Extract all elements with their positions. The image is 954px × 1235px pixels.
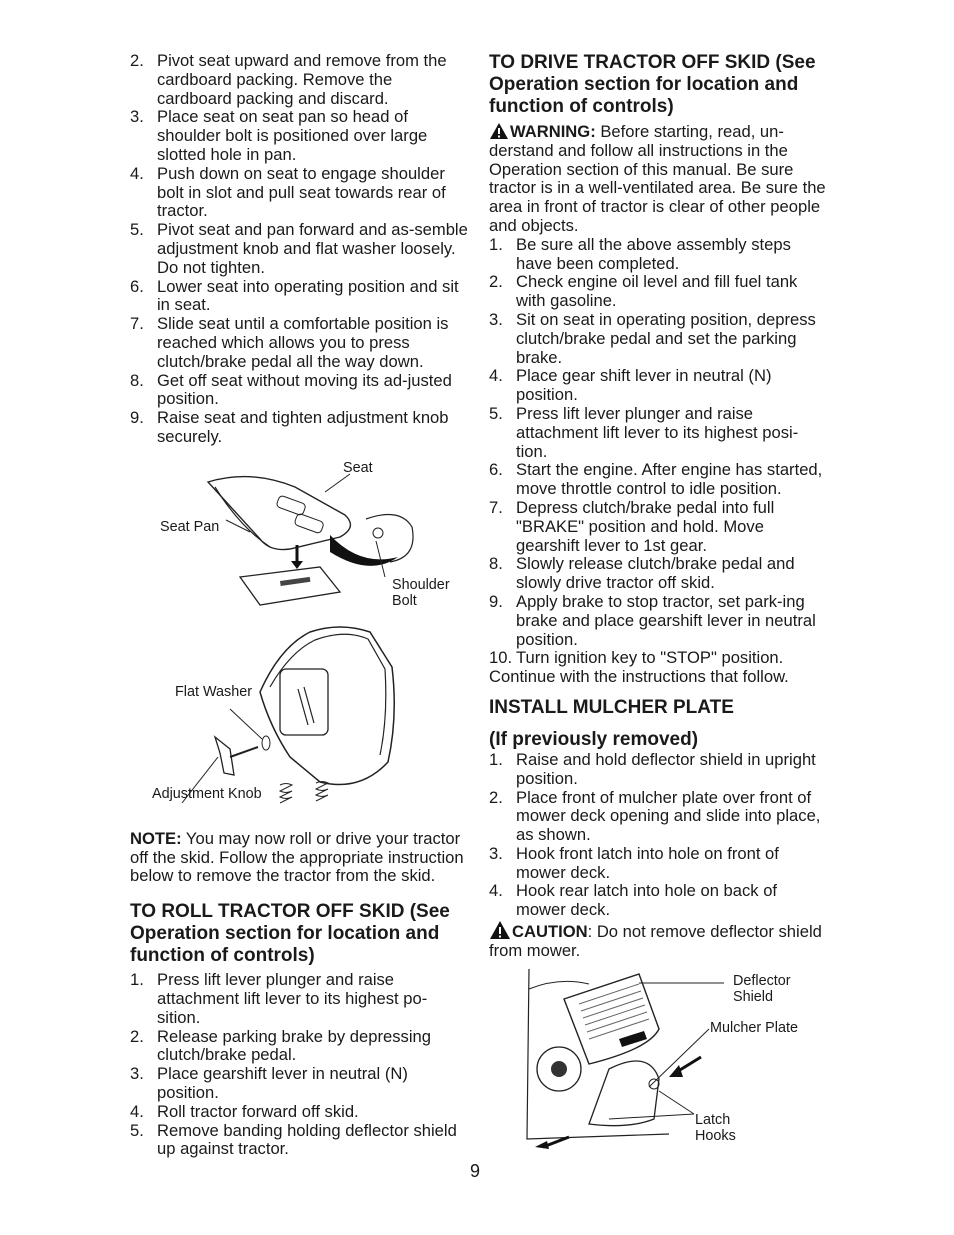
label-seat-pan: Seat Pan [160, 518, 220, 535]
warning-label: WARNING: [510, 122, 596, 141]
step-text: Be sure all the above assembly steps have been completed. [516, 234, 791, 273]
seat-step-item [130, 221, 470, 277]
warning-icon [489, 122, 509, 140]
warning-text: Before starting, read, un-derstand and follow all instructions in the Operation section of this manual. Be sure tractor is in a well-ventilated area. Be sure the area in front of tractor is clear of other people and objects. [489, 122, 826, 235]
step-text: Press lift lever plunger and raise attachment lift lever to its highest posi-tion. [516, 403, 799, 461]
drive-step-item [489, 367, 829, 405]
step-number: 4. [130, 163, 144, 183]
seat-step-item [130, 278, 470, 316]
step-text: Turn ignition key to "STOP" position. [516, 648, 784, 668]
seat-step-item [130, 165, 470, 221]
step-number: 1. [489, 749, 503, 769]
caution-text: : Do not remove deflector shield from mower. [489, 922, 822, 960]
step-text: Hook rear latch into hole on back of mower deck. [516, 881, 778, 920]
step-number: 7. [130, 314, 144, 334]
step-text: Roll tractor forward off skid. [157, 1101, 359, 1121]
note-text: You may now roll or drive your tractor off the skid. Follow the appropriate instruction below to remove the tractor from the skid. [130, 828, 464, 886]
step-number: 4. [489, 881, 503, 901]
step-text: Place seat on seat pan so head of shoulder bolt is positioned over large slotted hole in pan. [157, 107, 428, 164]
step-text: Slide seat until a comfortable position is reached which allows you to press clutch/brake pedal all the way down. [157, 314, 449, 371]
step-text: Pivot seat and pan forward and as-semble adjustment knob and flat washer loosely. Do not tighten. [157, 220, 468, 277]
seat-assembly-steps [130, 52, 470, 447]
mulcher-step-item [489, 751, 829, 789]
step-number: 3. [130, 1064, 144, 1084]
note-paragraph [130, 830, 470, 886]
caution-icon [489, 920, 511, 940]
drive-step-item [489, 405, 829, 461]
step-text: Remove banding holding deflector shield up against tractor. [157, 1120, 457, 1159]
warning-paragraph [489, 122, 829, 236]
seat-step-item [130, 372, 470, 410]
step-number: 3. [489, 309, 503, 329]
drive-step-item [489, 311, 829, 367]
label-shoulder-bolt: Shoulder Bolt [392, 576, 450, 610]
step-number: 1. [130, 970, 144, 990]
continue-text: Continue with the instructions that follow. [489, 667, 789, 687]
step-text: Depress clutch/brake pedal into full "BRAKE" position and hold. Move gearshift lever to 1st gear. [516, 497, 775, 555]
drive-step-item [489, 499, 829, 555]
drive-step-item [489, 649, 829, 668]
mulcher-plate-figure [489, 969, 829, 1149]
step-text: Place front of mulcher plate over front of mower deck opening and slide into place, as shown. [516, 787, 821, 845]
roll-step-item [130, 1065, 470, 1103]
step-number: 5. [130, 220, 144, 240]
step-number: 5. [130, 1120, 144, 1140]
step-number: 4. [489, 366, 503, 386]
step-number: 7. [489, 497, 503, 517]
step-text: Raise and hold deflector shield in upright position. [516, 749, 816, 788]
step-number: 2. [130, 51, 144, 70]
drive-step-item [489, 555, 829, 593]
seat-step-item [130, 315, 470, 371]
label-deflector-shield: Deflector Shield [733, 972, 791, 1006]
step-text: Get off seat without moving its ad-justed position. [157, 370, 452, 409]
roll-step-item [130, 1028, 470, 1066]
step-number: 2. [130, 1026, 144, 1046]
caution-paragraph [489, 920, 829, 961]
step-text: Pivot seat upward and remove from the cardboard packing. Remove the cardboard packing and discard. [157, 51, 447, 108]
label-mulcher-plate: Mulcher Plate [710, 1019, 798, 1036]
step-text: Release parking brake by depressing clutch/brake pedal. [157, 1026, 431, 1065]
step-number: 2. [489, 787, 503, 807]
step-number: 4. [130, 1101, 144, 1121]
label-latch-hooks: Latch Hooks [695, 1111, 736, 1145]
mulcher-subheading: (If previously removed) [489, 728, 699, 750]
step-number: 2. [489, 272, 503, 292]
step-text: Press lift lever plunger and raise attachment lift lever to its highest po-sition. [157, 970, 428, 1027]
left-column [130, 52, 470, 1159]
step-text: Lower seat into operating position and sit in seat. [157, 276, 459, 315]
step-number: 3. [130, 107, 144, 127]
step-number: 9. [489, 591, 503, 611]
step-text: Slowly release clutch/brake pedal and slowly drive tractor off skid. [516, 554, 795, 593]
step-number: 8. [130, 370, 144, 390]
step-number: 5. [489, 403, 503, 423]
step-text: Place gear shift lever in neutral (N) position. [516, 366, 772, 405]
drive-tractor-heading: TO DRIVE TRACTOR OFF SKID (See Operation section for location and function of controls) [489, 52, 816, 117]
step-text: Sit on seat in operating position, depress clutch/brake pedal and set the parking brake. [516, 309, 816, 367]
seat-diagram [130, 457, 470, 822]
note-label: NOTE: [130, 828, 182, 848]
mulcher-steps [489, 751, 829, 920]
mulcher-step-item [489, 789, 829, 845]
seat-step-item [130, 108, 470, 164]
mulcher-step-item [489, 882, 829, 920]
step-number: 9. [130, 408, 144, 428]
label-adjustment-knob: Adjustment Knob [152, 785, 262, 802]
step-text: Place gearshift lever in neutral (N) position. [157, 1064, 408, 1102]
page-number: 9 [470, 1161, 481, 1181]
step-number: 6. [489, 460, 503, 480]
step-text: Hook front latch into hole on front of mower deck. [516, 843, 779, 882]
seat-step-item [130, 409, 470, 447]
right-column [489, 52, 829, 1149]
step-number: 3. [489, 843, 503, 863]
seat-step-item [130, 52, 470, 108]
step-number: 1. [489, 234, 503, 254]
drive-step-item [489, 273, 829, 311]
step-number: 8. [489, 554, 503, 574]
roll-step-item [130, 1103, 470, 1122]
drive-tractor-steps [489, 236, 829, 668]
step-text: Check engine oil level and fill fuel tank with gasoline. [516, 272, 798, 311]
roll-step-item [130, 1122, 470, 1160]
roll-step-item [130, 971, 470, 1027]
mulcher-step-item [489, 845, 829, 883]
mulcher-heading: INSTALL MULCHER PLATE [489, 696, 734, 718]
step-text: Raise seat and tighten adjustment knob securely. [157, 408, 449, 446]
roll-tractor-heading: TO ROLL TRACTOR OFF SKID (See Operation section for location and function of controls) [130, 901, 450, 967]
drive-step-item [489, 236, 829, 274]
roll-tractor-steps [130, 971, 470, 1159]
seat-assembly-figure [130, 457, 470, 822]
step-text: Push down on seat to engage shoulder bolt in slot and pull seat towards rear of tractor. [157, 163, 446, 221]
step-number: 10. [489, 648, 513, 668]
drive-step-item [489, 461, 829, 499]
label-flat-washer: Flat Washer [175, 683, 253, 700]
drive-step-item [489, 593, 829, 649]
step-number: 6. [130, 276, 144, 296]
label-seat: Seat [343, 459, 373, 476]
caution-label: CAUTION [512, 922, 588, 942]
step-text: Start the engine. After engine has started, move throttle control to idle position. [516, 460, 823, 499]
step-text: Apply brake to stop tractor, set park-ing brake and place gearshift lever in neutral position. [516, 591, 816, 649]
